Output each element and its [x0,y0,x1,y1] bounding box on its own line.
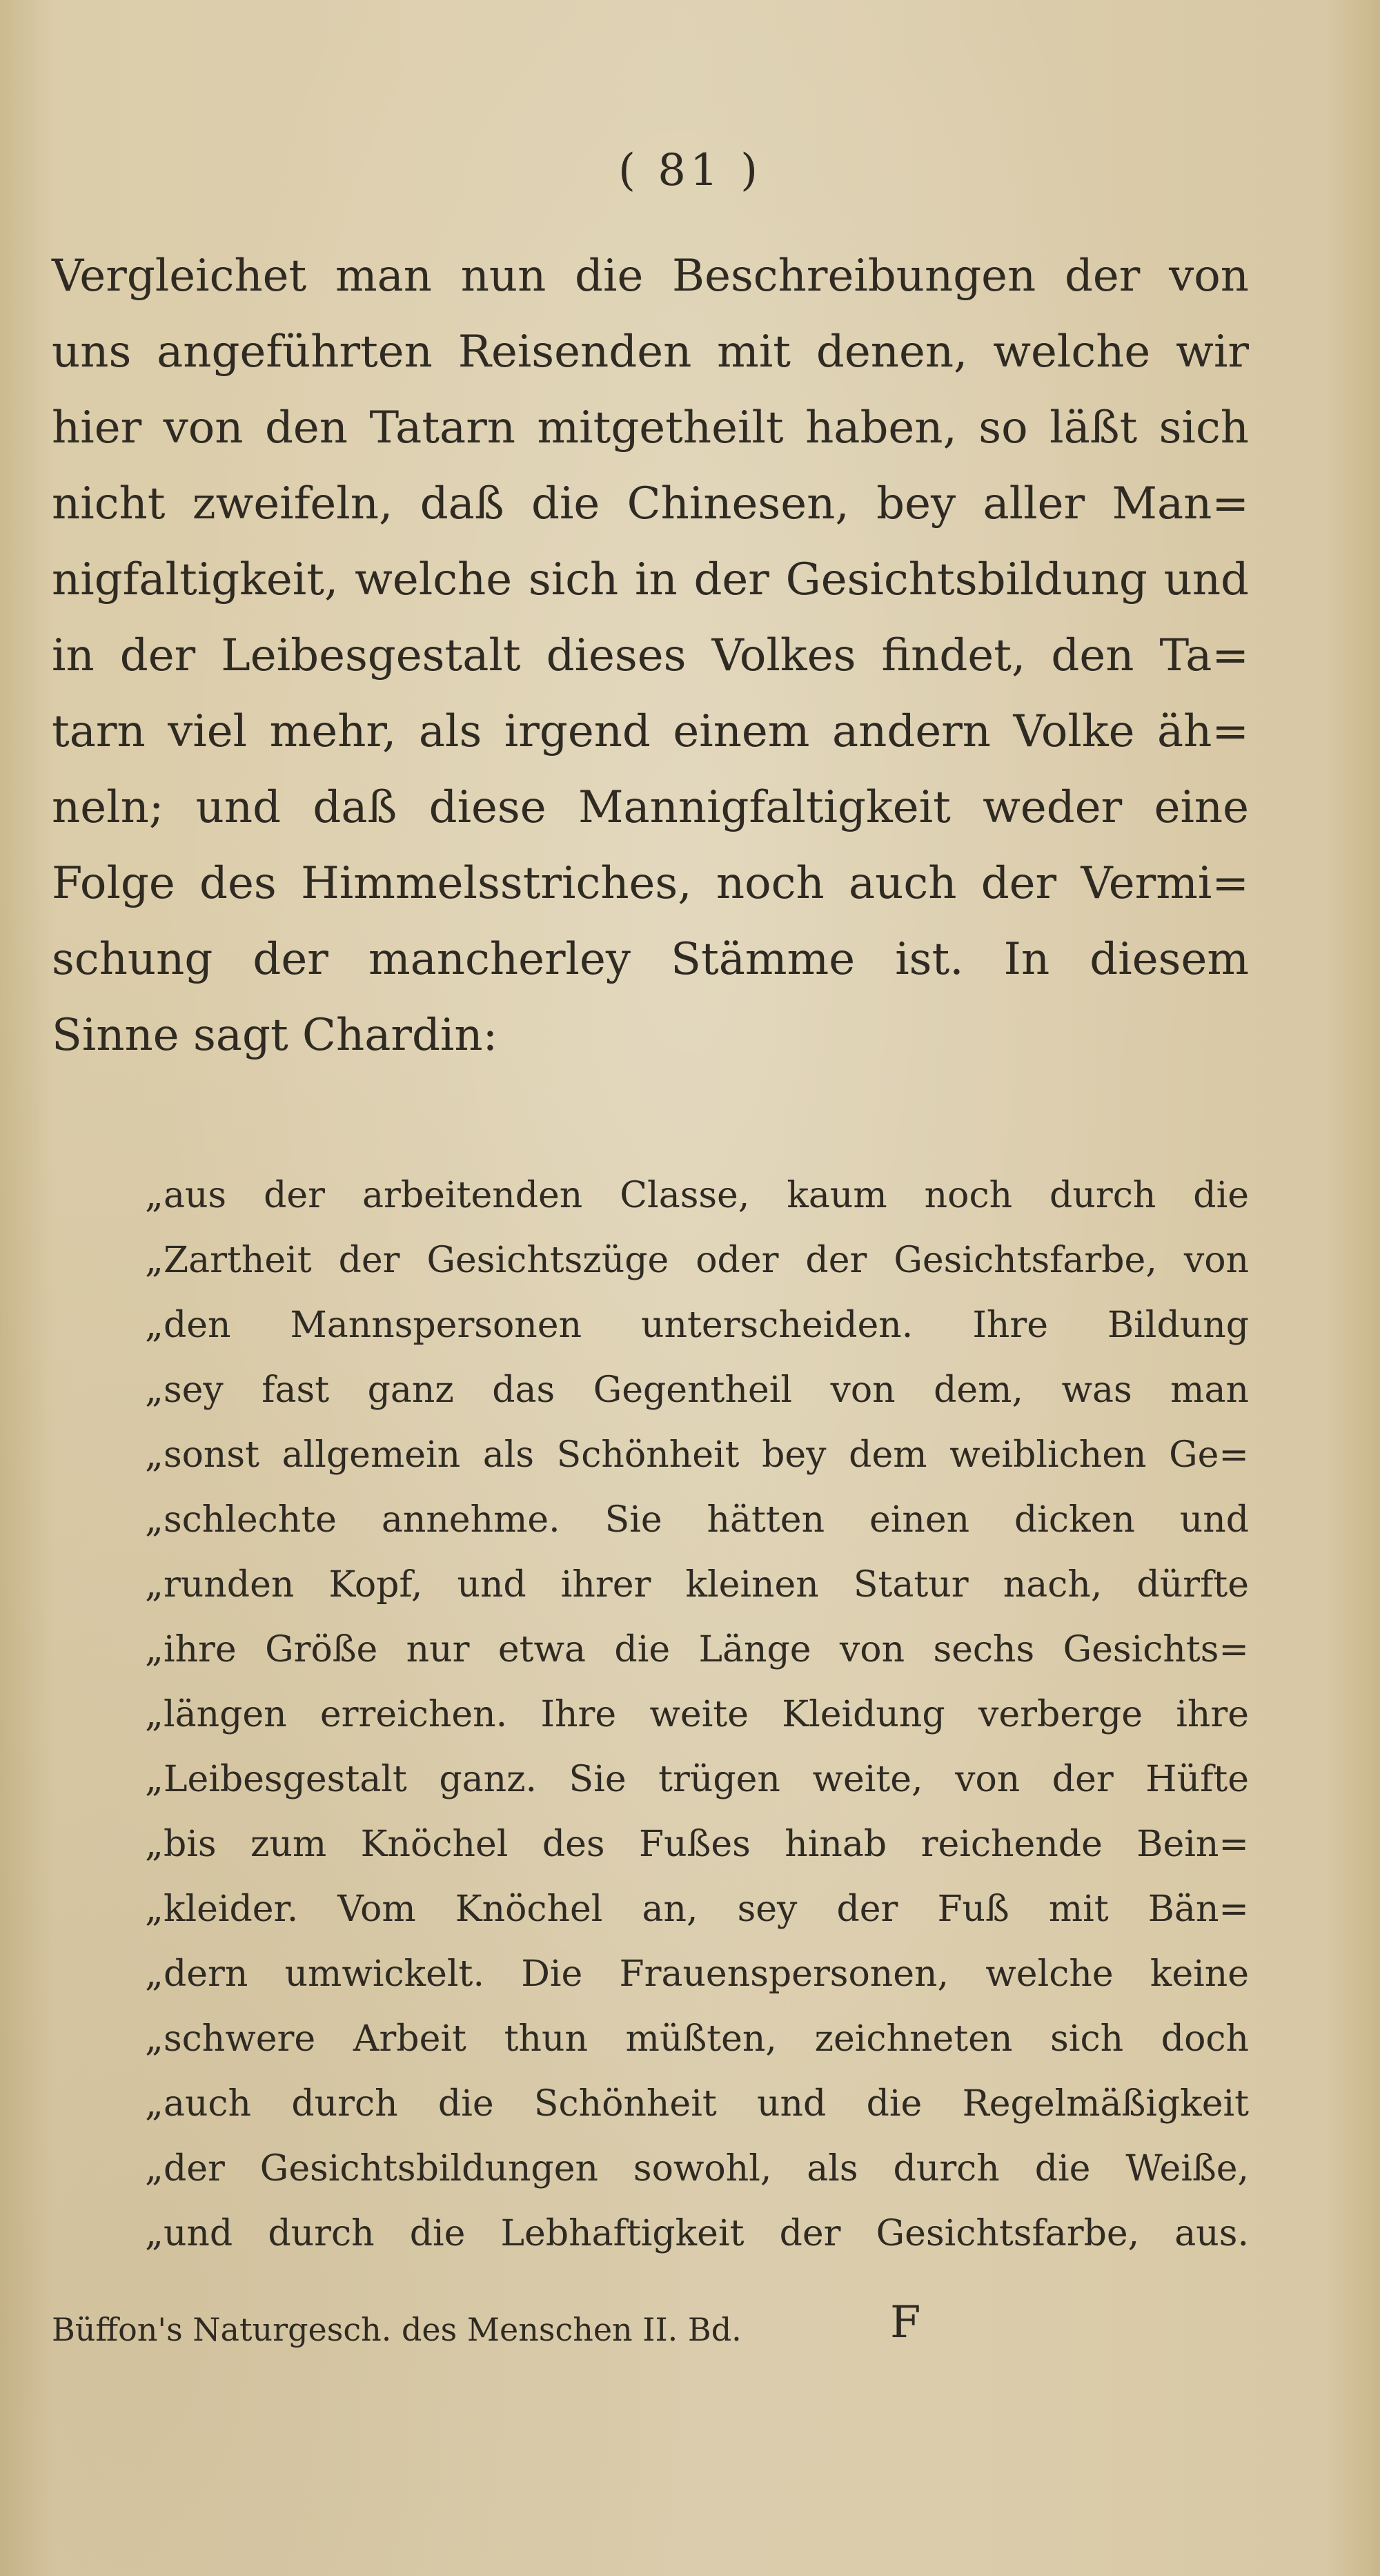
quote-line: „den Mannspersonen unterscheiden. Ihre Bildung [145,1305,1249,1346]
quote-line: „schwere Arbeit thun müßten, zeichneten sich doch [145,2018,1249,2060]
paragraph-line: schung der mancherley Stämme ist. In diesem [52,934,1249,985]
chardin-quotation [145,1163,1249,2266]
quote-line: „sonst allgemein als Schönheit bey dem weiblichen Ge= [145,1434,1249,1476]
quote-line: „längen erreichen. Ihre weite Kleidung verberge ihre [145,1694,1249,1735]
paragraph-line: Folge des Himmelsstriches, noch auch der Vermi= [52,858,1249,909]
main-paragraph [52,238,1249,1073]
quote-line: „Leibesgestalt ganz. Sie trügen weite, von der Hüfte [145,1759,1249,1800]
paragraph-line: nigfaltigkeit, welche sich in der Gesichtsbildung und [52,554,1249,605]
quote-line: „dern umwickelt. Die Frauenspersonen, welche keine [145,1953,1249,1995]
paragraph-line: hier von den Tatarn mitgetheilt haben, so läßt sich [52,402,1249,453]
paragraph-line: uns angeführten Reisenden mit denen, welche wir [52,326,1249,378]
quote-line: „bis zum Knöchel des Fußes hinab reichende Bein= [145,1824,1249,1865]
running-footer-title: Büffon's Naturgesch. des Menschen II. Bd. [52,2311,742,2348]
quote-line: „sey fast ganz das Gegentheil von dem, was man [145,1369,1249,1411]
paragraph-line: Sinne sagt Chardin: [52,1010,498,1061]
paragraph-line: in der Leibesgestalt dieses Volkes findet, den Ta= [52,630,1249,681]
quote-line: „auch durch die Schönheit und die Regelmäßigkeit [145,2083,1249,2125]
quote-line: „aus der arbeitenden Classe, kaum noch durch die [145,1175,1249,1216]
quote-line: „ihre Größe nur etwa die Länge von sechs Gesichts= [145,1629,1249,1670]
paragraph-line: neln; und daß diese Mannigfaltigkeit weder eine [52,782,1249,833]
paragraph-line: nicht zweifeln, daß die Chinesen, bey aller Man= [52,478,1249,529]
paragraph-line: Vergleichet man nun die Beschreibungen der von [52,251,1249,302]
signature-mark: F [890,2297,921,2348]
quote-line: „der Gesichtsbildungen sowohl, als durch die Weiße, [145,2148,1249,2189]
quote-line: „kleider. Vom Knöchel an, sey der Fuß mit Bän= [145,1889,1249,1930]
page-number: ( 81 ) [618,145,762,196]
quote-line: „runden Kopf, und ihrer kleinen Statur nach, dürfte [145,1564,1249,1606]
quote-line: „Zartheit der Gesichtszüge oder der Gesichtsfarbe, von [145,1240,1249,1281]
quote-line: „schlechte annehme. Sie hätten einen dicken und [145,1499,1249,1541]
paragraph-line: tarn viel mehr, als irgend einem andern Volke äh= [52,706,1249,757]
quote-line: „und durch die Lebhaftigkeit der Gesichtsfarbe, aus. [145,2213,1249,2254]
